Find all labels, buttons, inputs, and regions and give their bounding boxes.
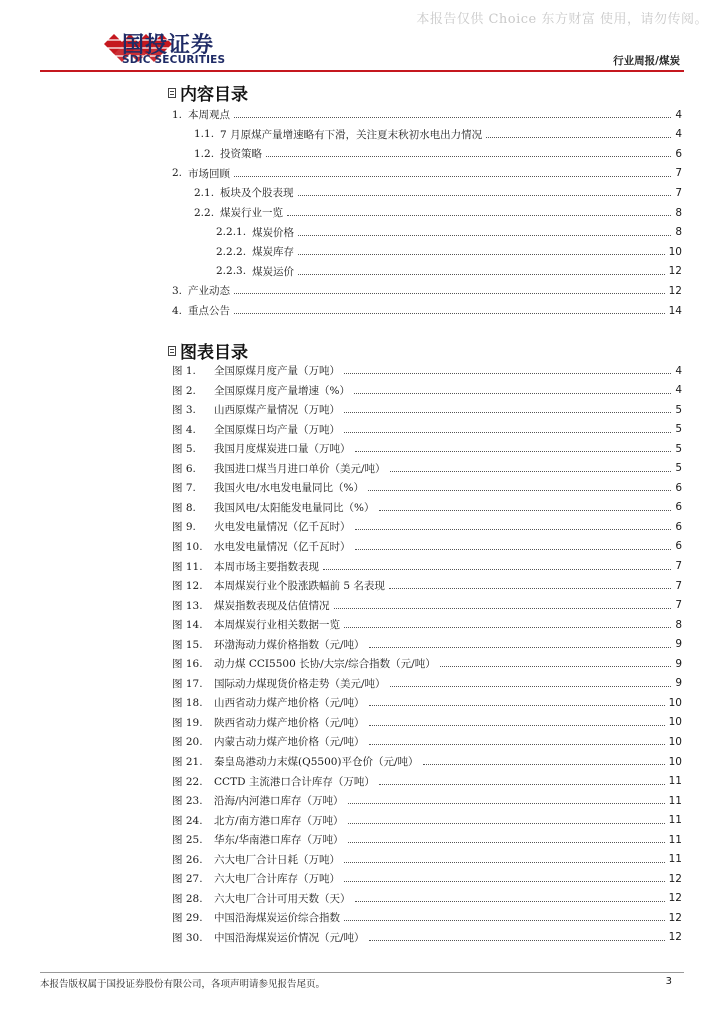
figure-entry-label: 全国原煤月度产量（万吨） [214,365,340,377]
figure-entry-page: 7 [675,599,682,612]
figure-entry-page: 10 [668,755,682,768]
toc-entry-label: 本周观点 [188,109,231,121]
figure-entry[interactable] [172,596,682,615]
toc-entry-label: 产业动态 [188,285,231,298]
header-divider [40,70,684,72]
figure-entry-page: 11 [668,833,682,846]
figure-entry-number: 图 2. [172,384,196,397]
figure-entry-label: 煤炭指数表现及估值情况 [214,599,330,612]
figure-entry-label: 本周煤炭行业个股涨跌幅前 5 名表现 [214,580,385,593]
figure-entry-label: 环渤海动力煤价格指数（元/吨） [214,638,365,651]
figure-entry-label: 山西原煤产量情况（万吨） [214,404,340,417]
toc-entry[interactable] [216,242,682,261]
figure-entry-label: 秦皇岛港动力末煤(Q5500)平仓价（元/吨） [214,756,419,768]
figure-entry-number: 图 6. [172,462,196,475]
figure-entry-number: 图 10. [172,540,203,553]
toc-entry-label: 重点公告 [188,305,231,317]
toc-heading [168,80,248,105]
figure-entry-label: 中国沿海煤炭运价综合指数 [214,912,340,925]
toc-entry-label: 板块及个股表现 [220,187,294,200]
figure-entry-number: 图 5. [172,443,196,456]
dot-leader [390,686,672,687]
dot-leader [369,744,665,745]
toc-entry[interactable] [172,301,682,320]
figure-entry-page: 12 [668,931,682,944]
figure-entry-label: 全国原煤日均产量（万吨） [214,423,340,436]
figure-entry-number: 图 14. [172,619,203,632]
figure-entry[interactable] [172,674,682,693]
toc-entry-label: 煤炭行业一览 [220,207,284,219]
document-icon [168,346,176,356]
dot-leader [298,274,665,275]
figure-entry[interactable] [172,557,682,576]
figure-entry-page: 9 [675,657,682,670]
dot-leader [355,549,672,550]
figure-entry[interactable] [172,576,682,595]
brand-name-en: SDIC SECURITIES [122,54,226,66]
figure-entry-page: 6 [675,540,682,553]
watermark: 本报告仅供 Choice 东方财富 使用，请勿传阅。 [416,12,708,27]
figures-heading [168,338,248,363]
figure-entry[interactable] [172,869,682,888]
dot-leader [234,313,665,314]
figure-entry-number: 图 29. [172,912,203,925]
footer-disclaimer: 本报告版权属于国投证券股份有限公司，各项声明请参见报告尾页。 [40,979,326,990]
dot-leader [355,529,672,530]
dot-leader [379,784,665,785]
dot-leader [486,137,671,138]
dot-leader [298,195,672,196]
figure-entry[interactable] [172,439,682,458]
figure-entry[interactable] [172,928,682,947]
toc-entry-page: 12 [668,265,682,278]
figure-entry[interactable] [172,361,682,380]
figure-entry-number: 图 21. [172,756,203,768]
dot-leader [344,432,671,433]
brand-name: 国投证券 [122,33,215,58]
figure-entry[interactable] [172,635,682,654]
figure-entry-number: 图 16. [172,658,203,671]
toc-entry-number: 2.2. [194,206,215,219]
figure-entry-page: 5 [675,423,682,436]
figure-entry[interactable] [172,713,682,732]
dot-leader [369,940,665,941]
figure-entry-page: 5 [675,403,682,416]
toc-entry[interactable] [194,203,682,222]
toc-entry-page: 7 [675,186,682,199]
figure-entry-label: 内蒙古动力煤产地价格（元/吨） [214,736,365,749]
figure-entry[interactable] [172,381,682,400]
dot-leader [348,842,665,843]
figure-entry-label: 本周市场主要指数表现 [214,560,319,573]
dot-leader [369,647,672,648]
figure-entry-label: 国际动力煤现货价格走势（美元/吨） [214,677,386,690]
figure-entry-label: 陕西省动力煤产地价格（元/吨） [214,716,365,729]
figure-entry-page: 5 [675,442,682,455]
figure-entry-label: 我国进口煤当月进口单价（美元/吨） [214,462,386,475]
figures-title: 图表目录 [180,343,248,363]
dot-leader [287,215,671,216]
toc-entry[interactable] [172,164,682,183]
figure-entry[interactable] [172,517,682,536]
toc-entry-page: 14 [668,304,682,317]
figure-entry-number: 图 28. [172,892,203,905]
toc-entry[interactable] [216,262,682,281]
page-number: 3 [665,976,672,987]
figure-entry[interactable] [172,498,682,517]
figure-entry-label: 我国风电/太阳能发电量同比（%） [214,501,375,514]
figure-entry[interactable] [172,830,682,849]
figure-entry-label: 六大电厂合计库存（万吨） [214,873,340,886]
dot-leader [234,293,665,294]
figure-entry-page: 12 [668,911,682,924]
figure-entry-number: 图 4. [172,423,196,436]
figure-entry[interactable] [172,420,682,439]
figure-entry[interactable] [172,459,682,478]
figure-entry-label: 动力煤 CCI5500 长协/大宗/综合指数（元/吨） [214,658,436,671]
figure-entry-label: CCTD 主流港口合计库存（万吨） [214,775,375,788]
figure-entry-page: 12 [668,892,682,905]
figure-entry-number: 图 15. [172,638,203,651]
toc-entry-page: 10 [668,245,682,258]
toc-entry-page: 4 [675,108,682,121]
figure-entry-number: 图 1. [172,365,196,377]
figure-entry[interactable] [172,693,682,712]
figure-entry-label: 山西省动力煤产地价格（元/吨） [214,697,365,710]
figure-entry-number: 图 25. [172,834,203,847]
toc-entry-page: 8 [675,226,682,239]
dot-leader [298,254,665,255]
figure-entry-page: 6 [675,501,682,514]
dot-leader [369,705,665,706]
dot-leader [334,608,672,609]
figure-entry-label: 中国沿海煤炭运价情况（元/吨） [214,931,365,944]
dot-leader [355,901,665,902]
figure-entry-number: 图 12. [172,580,203,593]
figure-entry-label: 华东/华南港口库存（万吨） [214,834,344,847]
figure-entry-page: 8 [675,618,682,631]
dot-leader [440,666,672,667]
figure-entry-number: 图 27. [172,873,203,886]
figure-entry[interactable] [172,791,682,810]
figure-entry-page: 5 [675,462,682,475]
figure-entry-number: 图 30. [172,931,203,944]
dot-leader [355,451,672,452]
figure-entry-number: 图 11. [172,560,203,573]
figure-entry[interactable] [172,654,682,673]
figure-entry-label: 本周煤炭行业相关数据一览 [214,619,340,632]
toc-entry-number: 1.1. [194,128,215,141]
toc-entry-page: 6 [675,147,682,160]
figure-entry[interactable] [172,772,682,791]
toc-entry-page: 12 [668,284,682,297]
toc-entry-number: 2. [172,167,183,180]
figure-entry[interactable] [172,889,682,908]
figure-entry-label: 我国火电/水电发电量同比（%） [214,482,365,495]
dot-leader [389,588,671,589]
figure-entry-page: 10 [668,696,682,709]
figure-entry-page: 4 [675,364,682,377]
figure-entry-number: 图 13. [172,599,203,612]
report-category: 行业周报/煤炭 [613,55,680,67]
figure-entry[interactable] [172,811,682,830]
figure-entry[interactable] [172,400,682,419]
dot-leader [344,412,671,413]
figure-entry-page: 11 [668,794,682,807]
dot-leader [423,764,665,765]
toc-entry-number: 3. [172,284,183,297]
dot-leader [348,823,665,824]
figure-entry-page: 9 [675,638,682,651]
toc-entry-label: 煤炭运价 [252,265,295,278]
dot-leader [344,373,671,374]
dot-leader [266,156,671,157]
dot-leader [298,235,671,236]
dot-leader [369,725,665,726]
document-icon [168,88,176,98]
figure-entry-label: 六大电厂合计日耗（万吨） [214,853,340,866]
figure-entry-label: 北方/南方港口库存（万吨） [214,814,344,827]
figure-entry-label: 我国月度煤炭进口量（万吨） [214,443,351,456]
figure-entry-number: 图 23. [172,795,203,808]
toc-entry-number: 2.1. [194,186,215,199]
figure-entry-number: 图 24. [172,814,203,827]
figure-entry-number: 图 20. [172,736,203,749]
figure-entry-page: 11 [668,853,682,866]
figure-entry-number: 图 22. [172,775,203,788]
dot-leader [344,881,665,882]
dot-leader [348,803,665,804]
toc-entry-number: 2.2.1. [216,226,247,239]
toc-entry-page: 7 [675,167,682,180]
figure-entry-number: 图 3. [172,404,196,417]
toc-title: 内容目录 [180,85,248,105]
toc-entry[interactable] [194,144,682,163]
toc-entry-label: 7 月原煤产量增速略有下滑，关注夏末秋初水电出力情况 [220,128,483,141]
dot-leader [368,490,671,491]
figure-entry-number: 图 26. [172,853,203,866]
figure-entry-number: 图 17. [172,677,203,690]
figure-entry[interactable] [172,752,682,771]
figure-entry-page: 7 [675,560,682,572]
toc-entry-page: 4 [675,128,682,141]
figure-entry-number: 图 9. [172,521,196,534]
dot-leader [354,393,671,394]
toc-entry-number: 1. [172,108,183,121]
toc-entry-page: 8 [675,206,682,219]
dot-leader [344,627,671,628]
toc-entry[interactable] [216,223,682,242]
toc-entry-number: 1.2. [194,147,215,160]
figure-entry-page: 4 [675,384,682,397]
figure-entry[interactable] [172,615,682,634]
figure-entry[interactable] [172,732,682,751]
dot-leader [379,510,672,511]
toc-entry-label: 煤炭库存 [252,246,295,259]
footer-divider [40,972,684,973]
figure-entry-number: 图 18. [172,697,203,710]
figure-entry-number: 图 7. [172,482,196,495]
figure-entry-page: 9 [675,677,682,690]
toc-entry[interactable] [194,125,682,144]
figure-entry-label: 六大电厂合计可用天数（天） [214,892,351,905]
dot-leader [390,471,672,472]
figure-entry-label: 沿海/内河港口库存（万吨） [214,795,344,808]
figure-entry-number: 图 8. [172,501,196,514]
toc-entry-label: 投资策略 [220,148,263,161]
dot-leader [323,569,671,570]
toc-entry[interactable] [172,105,682,124]
figure-entry-number: 图 19. [172,716,203,729]
figure-entry[interactable] [172,537,682,556]
toc-entry-number: 4. [172,304,183,317]
toc-entry-number: 2.2.3. [216,265,247,278]
dot-leader [344,862,665,863]
figure-entry-page: 6 [675,520,682,533]
figure-entry-page: 7 [675,579,682,592]
figure-entry-page: 6 [675,481,682,494]
figure-entry-page: 11 [668,814,682,827]
toc-entry[interactable] [194,183,682,202]
dot-leader [344,920,665,921]
figure-entry[interactable] [172,908,682,927]
figure-entry-page: 12 [668,872,682,885]
figure-entry[interactable] [172,478,682,497]
toc-entry-number: 2.2.2. [216,245,247,258]
toc-entry-label: 煤炭价格 [252,226,295,239]
figure-entry-page: 10 [668,716,682,729]
figure-entry[interactable] [172,850,682,869]
figure-entry-page: 10 [668,735,682,748]
toc-entry-label: 市场回顾 [188,167,231,180]
toc-entry[interactable] [172,281,682,300]
figure-entry-label: 火电发电量情况（亿千瓦时） [214,521,351,534]
figure-entry-label: 全国原煤月度产量增速（%） [214,384,350,397]
figure-entry-label: 水电发电量情况（亿千瓦时） [214,540,351,553]
dot-leader [234,176,671,177]
dot-leader [234,117,671,118]
figure-entry-page: 11 [668,775,682,788]
